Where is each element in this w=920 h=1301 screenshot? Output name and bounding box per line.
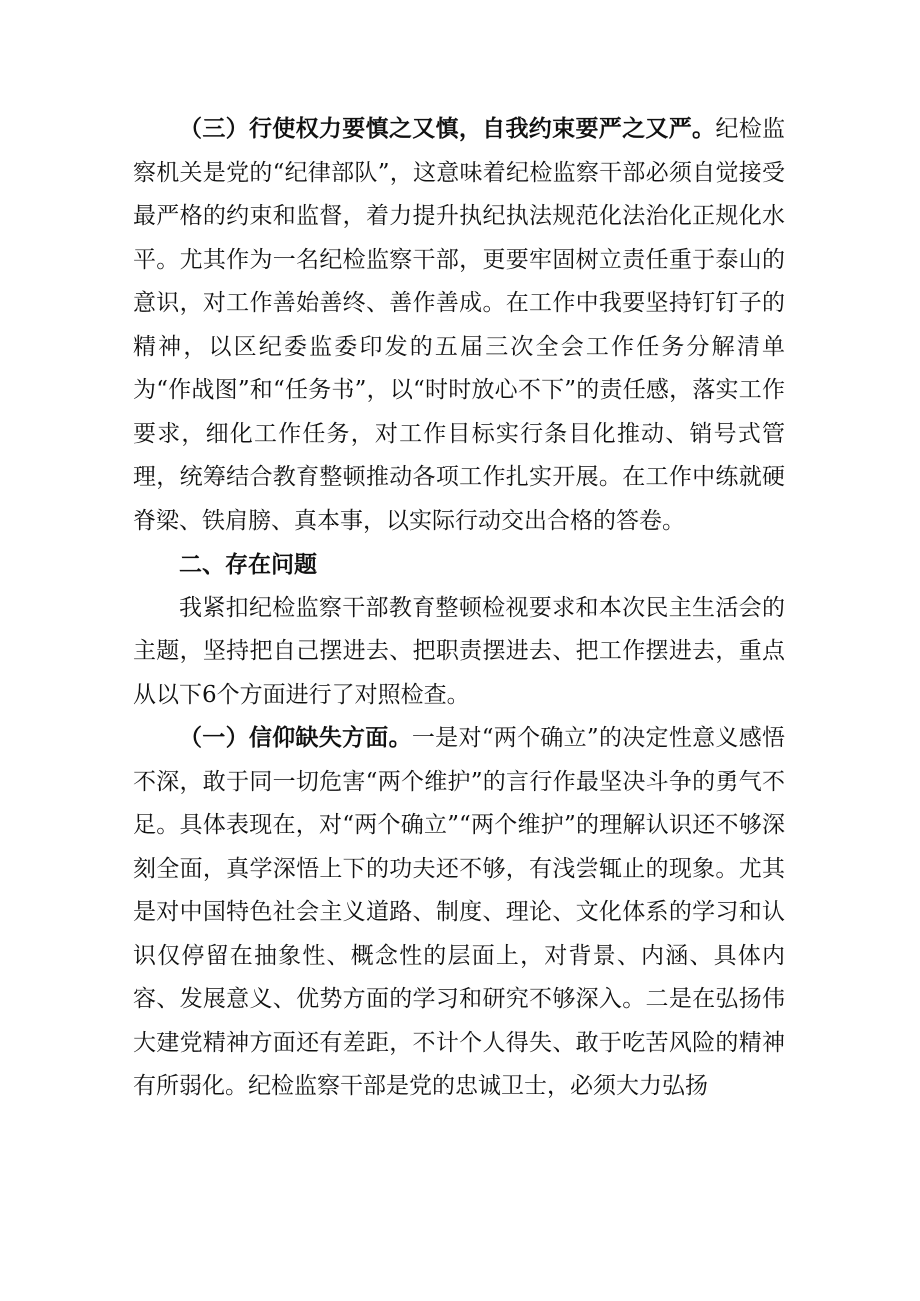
paragraph-text: 一是对“两个确立”的决定性意义感悟不深，敢于同一切危害“两个维护”的言行作最坚决斗争的勇气不足。具体表现在，对“两个确立”“两个维护”的理解认识还不够深刻全面，真学深悟上下的功夫还不够，有浅尝辄止的现象。尤其是对中国特色社会主义道路、制度、理论、文化体系的学习和认识仅停留在抽象性、概念性的层面上，对背景、内涵、具体内容、发展意义、优势方面的学习和研究不够深入。二是在弘扬伟大建党精神方面还有差距，不计个人得失、敢于吃苦风险的精神有所弱化。纪检监察干部是党的忠诚卫士，必须大力弘扬 bbox=[133, 725, 785, 1099]
paragraph-power-restraint bbox=[133, 108, 785, 543]
document-body bbox=[133, 108, 785, 1109]
paragraph-faith-issues bbox=[133, 717, 785, 1109]
paragraph-lead-title: （三）行使权力要慎之又慎，自我约束要严之又严。 bbox=[179, 116, 716, 142]
paragraph-inspection-intro: 我紧扣纪检监察干部教育整顿检视要求和本次民主生活会的主题，坚持把自己摆进去、把职责摆进去、把工作摆进去，重点从以下6个方面进行了对照检查。 bbox=[133, 594, 785, 708]
section-heading: 二、存在问题 bbox=[179, 551, 317, 578]
paragraph-lead-title: （一）信仰缺失方面。 bbox=[179, 725, 412, 751]
paragraph-text: 纪检监察机关是党的“纪律部队”，这意味着纪检监察干部必须自觉接受最严格的约束和监督，着力提升执纪执法规范化法治化正规化水平。尤其作为一名纪检监察干部，更要牢固树立责任重于泰山的意识，对工作善始善终、善作善成。在工作中我要坚持钉钉子的精神，以区纪委监委印发的五届三次全会工作任务分解清单为“作战图”和“任务书”，以“时时放心不下”的责任感，落实工作要求，细化工作任务，对工作目标实行条目化推动、销号式管理，统筹结合教育整顿推动各项工作扎实开展。在工作中练就硬脊梁、铁肩膀、真本事，以实际行动交出合格的答卷。 bbox=[133, 116, 786, 534]
